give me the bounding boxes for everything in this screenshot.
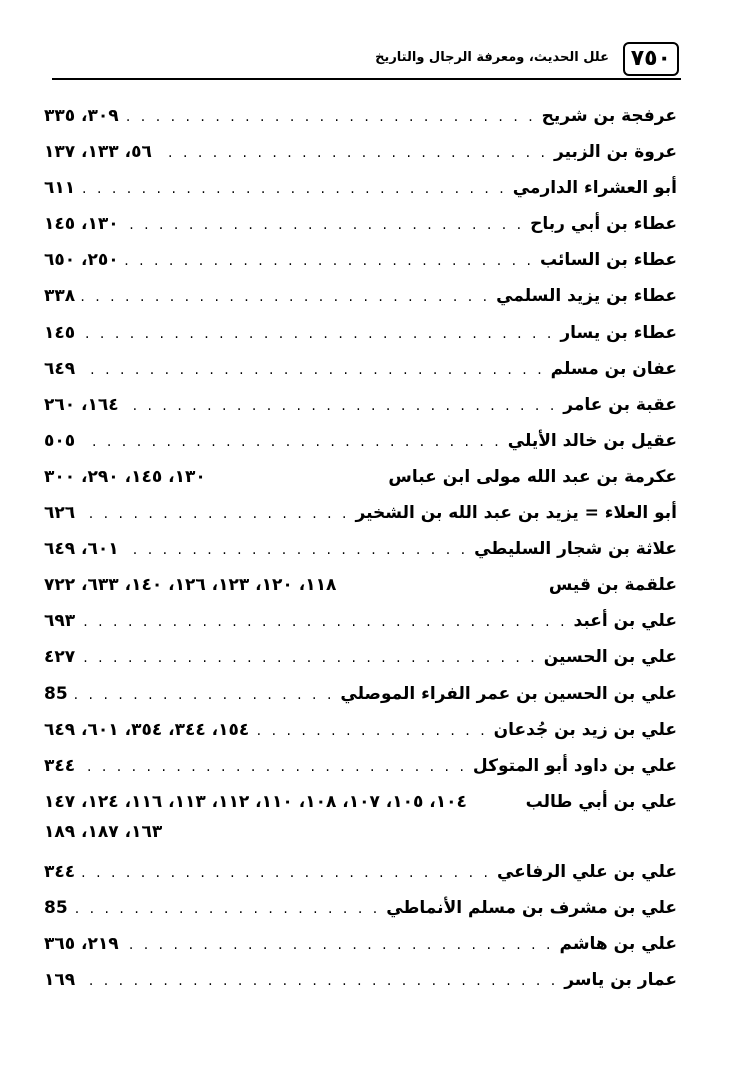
leader-dots bbox=[81, 614, 567, 630]
entry-name: عكرمة بن عبد الله مولى ابن عباس bbox=[388, 466, 677, 487]
entry-pages: ١٤٥ bbox=[44, 322, 76, 343]
entry-pages: 85 bbox=[44, 683, 68, 704]
index-entry bbox=[44, 286, 677, 322]
index-entry bbox=[44, 503, 677, 539]
entry-name: علي بن داود أبو المتوكل bbox=[472, 755, 677, 776]
entry-name: علي بن علي الرفاعي bbox=[496, 861, 677, 882]
entry-name: علي بن زيد بن جُدعان bbox=[493, 719, 677, 740]
entry-pages: ١٣٠، ١٤٥، ٢٩٠، ٣٠٠ bbox=[44, 466, 206, 487]
index-entry bbox=[44, 792, 677, 822]
index-entry bbox=[44, 395, 677, 431]
entry-pages: ٣٣٨ bbox=[44, 286, 76, 307]
leader-dots bbox=[125, 217, 524, 233]
entry-pages: ٥٦، ١٣٣، ١٣٧ bbox=[44, 142, 152, 163]
leader-dots bbox=[74, 687, 335, 703]
leader-dots bbox=[255, 723, 487, 739]
index-entry bbox=[44, 898, 677, 934]
entry-name: علي بن أعبد bbox=[573, 611, 677, 632]
index-entry bbox=[44, 862, 677, 898]
entry-name: عطاء بن يسار bbox=[560, 322, 677, 343]
entry-pages: ١١٨، ١٢٠، ١٢٣، ١٢٦، ١٤٠، ٦٣٣، ٧٢٢ bbox=[44, 575, 337, 596]
leader-dots bbox=[125, 398, 558, 414]
entry-pages: ٦٩٣ bbox=[44, 611, 76, 632]
entry-name: أبو العلاء = يزيد بن عبد الله بن الشخير bbox=[355, 503, 677, 524]
index-entry bbox=[44, 431, 677, 467]
entry-name: أبو العشراء الدارمي bbox=[512, 178, 677, 199]
entry-name: علي بن هاشم bbox=[559, 933, 677, 954]
index-entry bbox=[44, 684, 677, 720]
entry-name: علي بن الحسين بن عمر الفراء الموصلي bbox=[340, 683, 677, 704]
leader-dots bbox=[81, 973, 558, 989]
leader-dots bbox=[81, 865, 491, 881]
page-header bbox=[52, 42, 681, 80]
entry-name: عمار بن ياسر bbox=[564, 970, 677, 991]
index-entry bbox=[44, 970, 677, 1006]
leader-dots bbox=[74, 901, 381, 917]
leader-dots bbox=[81, 506, 349, 522]
entry-pages: ١٠٤، ١٠٥، ١٠٧، ١٠٨، ١١٠، ١١٢، ١١٣، ١١٦، ١٢٤، ١٤٧ bbox=[44, 791, 467, 812]
index-entry bbox=[44, 323, 677, 359]
leader-dots bbox=[81, 759, 467, 775]
index-entry bbox=[44, 214, 677, 250]
entry-pages: ٦٠١، ٦٤٩ bbox=[44, 539, 119, 560]
index-entry bbox=[44, 359, 677, 395]
leader-dots bbox=[125, 109, 536, 125]
index-entry bbox=[44, 575, 677, 611]
entry-name: عطاء بن السائب bbox=[539, 250, 677, 271]
leader-dots bbox=[81, 362, 545, 378]
entry-name: عرفجة بن شريح bbox=[541, 106, 677, 126]
entry-name: عطاء بن يزيد السلمي bbox=[496, 286, 677, 307]
leader-dots bbox=[81, 181, 507, 197]
entry-pages: ١٣٠، ١٤٥ bbox=[44, 214, 119, 235]
index-entry bbox=[44, 720, 677, 756]
leader-dots bbox=[158, 145, 548, 161]
entry-name: عقبة بن عامر bbox=[563, 394, 677, 415]
entry-pages: ٢١٩، ٣٦٥ bbox=[44, 933, 119, 954]
index-entry bbox=[44, 611, 677, 647]
leader-dots bbox=[125, 253, 534, 269]
entry-pages: ٣٠٩، ٣٣٥ bbox=[44, 106, 119, 126]
entry-pages: ٣٤٤ bbox=[44, 861, 76, 882]
index-entry bbox=[44, 647, 677, 683]
entry-name: علاثة بن شجار السليطي bbox=[474, 539, 677, 560]
entry-pages: ١٥٤، ٣٤٤، ٣٥٤، ٦٠١، ٦٤٩ bbox=[44, 719, 250, 740]
leader-dots bbox=[81, 434, 502, 450]
entry-pages: ٥٠٥ bbox=[44, 430, 76, 451]
entry-name: علي بن الحسين bbox=[543, 647, 677, 668]
index-entry bbox=[44, 539, 677, 575]
index-entry bbox=[44, 250, 677, 286]
index-entry bbox=[44, 756, 677, 792]
entry-name: عقيل بن خالد الأيلي bbox=[507, 430, 677, 451]
running-title: علل الحديث، ومعرفة الرجال والتاريخ bbox=[375, 50, 609, 65]
entry-name: علي بن مشرف بن مسلم الأنماطي bbox=[386, 897, 677, 918]
leader-dots bbox=[81, 326, 554, 342]
entry-pages: 85 bbox=[44, 897, 68, 918]
entry-pages: ٤٢٧ bbox=[44, 647, 76, 668]
leader-dots bbox=[125, 542, 468, 558]
entry-pages: ٣٤٤ bbox=[44, 755, 76, 776]
entry-pages: ٢٥٠، ٦٥٠ bbox=[44, 250, 119, 271]
entry-name: عفان بن مسلم bbox=[550, 358, 677, 379]
entry-pages: ٦٢٦ bbox=[44, 503, 76, 524]
entry-pages: ٦١١ bbox=[44, 178, 76, 199]
index-entry bbox=[44, 178, 677, 214]
continuation-pages: ١٦٣، ١٨٧، ١٨٩ bbox=[44, 821, 163, 842]
entry-pages: ١٦٩ bbox=[44, 970, 76, 991]
entry-name: علقمة بن قيس bbox=[548, 575, 677, 596]
leader-dots bbox=[81, 289, 490, 305]
leader-dots bbox=[81, 650, 538, 666]
index-list bbox=[44, 106, 677, 1006]
index-entry bbox=[44, 467, 677, 503]
index-entry bbox=[44, 934, 677, 970]
entry-continuation bbox=[44, 822, 677, 862]
entry-pages: ١٦٤، ٢٦٠ bbox=[44, 394, 119, 415]
leader-dots bbox=[125, 937, 554, 953]
entry-pages: ٦٤٩ bbox=[44, 358, 76, 379]
index-entry bbox=[44, 142, 677, 178]
index-entry bbox=[44, 106, 677, 142]
entry-name: عروة بن الزبير bbox=[554, 142, 677, 163]
entry-name: عطاء بن أبي رباح bbox=[530, 214, 677, 235]
page-number: ٧٥٠ bbox=[623, 42, 679, 76]
entry-name: علي بن أبي طالب bbox=[525, 791, 677, 812]
